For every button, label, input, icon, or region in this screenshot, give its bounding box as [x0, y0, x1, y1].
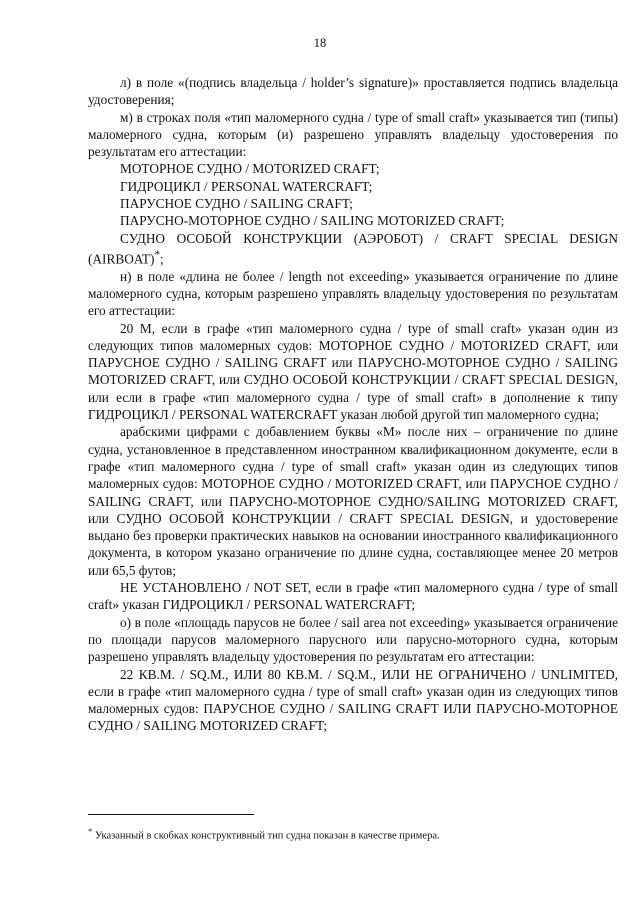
craft-type-sailing-motorized: ПАРУСНО-МОТОРНОЕ СУДНО / SAILING MOTORIZED CRAFT;	[120, 213, 505, 229]
paragraph-sail-area-values: 22 КВ.М. / SQ.M., ИЛИ 80 КВ.М. / SQ.M., ИЛИ НЕ ОГРАНИЧЕНО / UNLIMITED, если в графе «тип маломерного судна / type of small craft» указан один из следующих типов маломерных судов: ПАРУСНОЕ СУДНО / SAILING CRAFT ИЛИ ПАРУСНО-МОТОРНОЕ СУДНО / SAILING MOTORIZED CRAFT;	[88, 666, 618, 734]
footnote-ref-marker: *	[154, 248, 161, 261]
page-number: 18	[313, 36, 327, 50]
footnote-marker: *	[88, 826, 93, 836]
paragraph-m-craft-type: м) в строках поля «тип маломерного судна / type of small craft» указывается тип (типы) маломерного судна, которым (и) разрешено управлять владельцу удостоверения по результатам его аттестации:	[88, 109, 618, 160]
paragraph-length-not-set: НЕ УСТАНОВЛЕНО / NOT SET, если в графе «тип маломерного судна / type of small craft» указан ГИДРОЦИКЛ / PERSONAL WATERCRAFT;	[88, 580, 618, 613]
craft-type-motorized: МОТОРНОЕ СУДНО / MOTORIZED CRAFT;	[120, 161, 380, 177]
craft-type-sailing: ПАРУСНОЕ СУДНО / SAILING CRAFT;	[120, 196, 353, 212]
craft-type-special-design: СУДНО ОСОБОЙ КОНСТРУКЦИИ (АЭРОБОТ) / CRAFT SPECIAL DESIGN (AIRBOAT)*;	[88, 230, 618, 267]
paragraph-l-signature: л) в поле «(подпись владельца / holder’s signature)» проставляется подпись владельца удостоверения;	[88, 75, 618, 108]
footnote-text: Указанный в скобках конструктивный тип судна показан в качестве примера.	[95, 830, 440, 842]
craft-type-personal-watercraft: ГИДРОЦИКЛ / PERSONAL WATERCRAFT;	[120, 178, 373, 194]
paragraph-length-arabic-digits: арабскими цифрами с добавлением буквы «М» после них – ограничение по длине судна, установленное в представленном иностранном квалификационном документе, если в графе «тип маломерного судна / type of small craft» указан один из следующих типов маломерных судов: МОТОРНОЕ СУДНО / MOTORIZED CRAFT, или ПАРУСНОЕ СУДНО / SAILING CRAFT, или ПАРУСНО-МОТОРНОЕ СУДНО/SAILING MOTORIZED CRAFT, или СУДНО ОСОБОЙ КОНСТРУКЦИИ / CRAFT SPECIAL DESIGN, и удостоверение выдано без проверки практических навыков на основании иностранного квалификационного документа, в котором указано ограничение по длине судна, составляющее менее 20 метров или 65,5 футов;	[88, 424, 618, 578]
footnote	[88, 825, 618, 843]
craft-type-special-design-text: СУДНО ОСОБОЙ КОНСТРУКЦИИ (АЭРОБОТ) / CRAFT SPECIAL DESIGN (AIRBOAT)	[88, 230, 618, 267]
paragraph-n-length-limit: н) в поле «длина не более / length not exceeding» указывается ограничение по длине маломерного судна, которым разрешено управлять владельцу удостоверения по результатам его аттестации:	[88, 268, 618, 319]
paragraph-o-sail-area: о) в поле «площадь парусов не более / sail area not exceeding» указывается ограничение по площади парусов маломерного парусного или парусно-моторного судна, которым разрешено управлять владельцу удостоверения по результатам его аттестации:	[88, 614, 618, 665]
paragraph-length-20m: 20 M, если в графе «тип маломерного судна / type of small craft» указан один из следующих типов маломерных судов: МОТОРНОЕ СУДНО / MOTORIZED CRAFT, или ПАРУСНОЕ СУДНО / SAILING CRAFT или ПАРУСНО-МОТОРНОЕ СУДНО / SAILING MOTORIZED CRAFT, или СУДНО ОСОБОЙ КОНСТРУКЦИИ / CRAFT SPECIAL DESIGN, или если в графе «тип маломерного судна / type of small craft» в дополнение к типу ГИДРОЦИКЛ / PERSONAL WATERCRAFT указан любой другой тип маломерного судна;	[88, 320, 618, 423]
document-body	[88, 74, 618, 735]
footnote-divider	[88, 814, 254, 815]
